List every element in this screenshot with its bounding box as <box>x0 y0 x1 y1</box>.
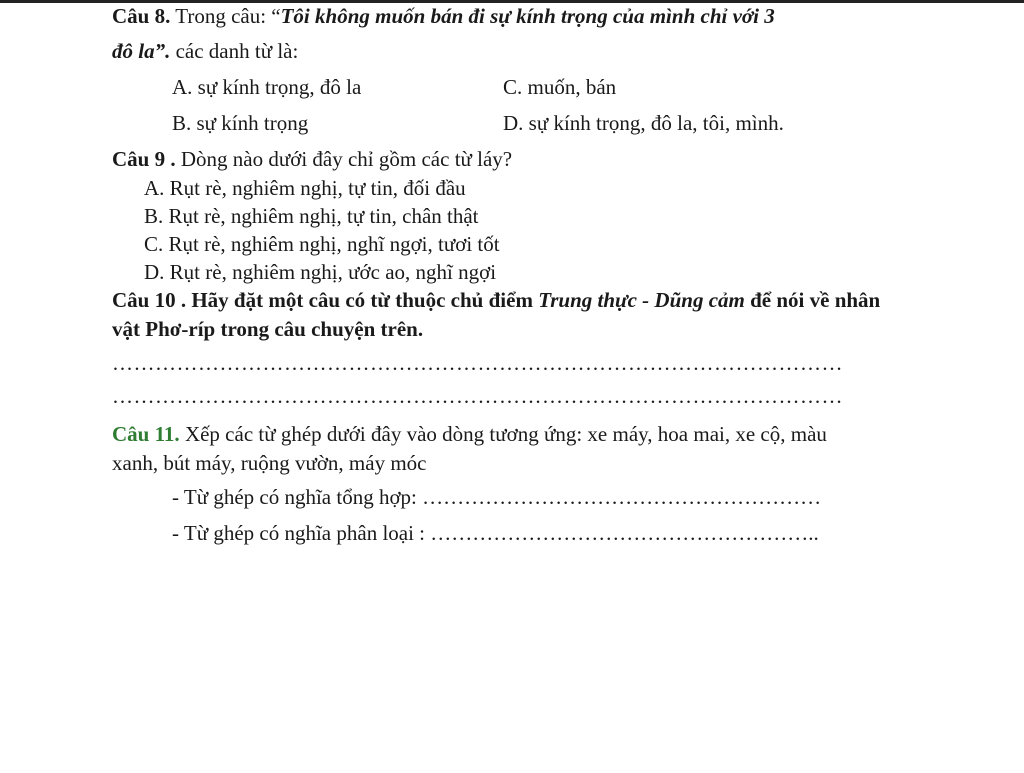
q8-label: Câu 8. <box>112 4 171 28</box>
q9-option-d: D. Rụt rè, nghiêm nghị, ước ao, nghĩ ngợi <box>144 260 497 284</box>
q8-option-d: D. sự kính trọng, đô la, tôi, mình. <box>503 111 784 135</box>
q10-topic: Trung thực - Dũng cảm <box>538 288 745 312</box>
q11-line1 <box>112 421 827 447</box>
q9-question-line <box>112 146 512 172</box>
q10-line2: vật Phơ-ríp trong câu chuyện trên. <box>112 317 424 341</box>
q11-item1-label: - Từ ghép có nghĩa tổng hợp: <box>172 485 423 509</box>
q11-item2-label: - Từ ghép có nghĩa phân loại : <box>172 521 431 545</box>
q11-label: Câu 11. <box>112 422 180 446</box>
q8-line2 <box>112 38 298 64</box>
q9-option-b: B. Rụt rè, nghiêm nghị, tự tin, chân thật <box>144 204 479 228</box>
q11-text-line1: Xếp các từ ghép dưới đây vào dòng tương ứng: xe máy, hoa mai, xe cộ, màu <box>179 422 827 446</box>
q8-line1 <box>112 3 775 29</box>
q10-line1-part2: để nói về nhân <box>744 288 881 312</box>
q8-option-b: B. sự kính trọng <box>172 111 309 135</box>
q10-line1-part1: Câu 10 . Hãy đặt một câu có từ thuộc chủ điểm <box>112 288 539 312</box>
q8-option-c: C. muốn, bán <box>503 75 617 99</box>
q9-option-c: C. Rụt rè, nghiêm nghị, nghĩ ngợi, tươi tốt <box>144 232 500 256</box>
q8-suffix: các danh từ là: <box>170 39 299 63</box>
q8-prefix: Trong câu: “ <box>170 4 281 28</box>
q11-line2: xanh, bút máy, ruộng vườn, máy móc <box>112 451 427 475</box>
q11-item2-dots: ……………………………………………….. <box>430 521 819 545</box>
q11-item2 <box>172 520 819 546</box>
q10-line1 <box>112 287 880 313</box>
q9-option-a: A. Rụt rè, nghiêm nghị, tự tin, đối đầu <box>144 176 466 200</box>
q11-item1-dots: ………………………………………………… <box>422 485 822 509</box>
q8-quote-line1: Tôi không muốn bán đi sự kính trọng của mình chỉ với 3 <box>280 4 775 28</box>
q10-answer-line-2: ………………………………………………………………………………………… <box>112 384 843 408</box>
q9-question: Dòng nào dưới đây chỉ gồm các từ láy? <box>175 147 513 171</box>
q11-item1 <box>172 484 821 510</box>
q9-label: Câu 9 . <box>112 147 176 171</box>
q8-option-a: A. sự kính trọng, đô la <box>172 75 362 99</box>
q8-quote-line2: đô la”. <box>112 39 171 63</box>
q10-answer-line-1: ………………………………………………………………………………………… <box>112 351 843 375</box>
